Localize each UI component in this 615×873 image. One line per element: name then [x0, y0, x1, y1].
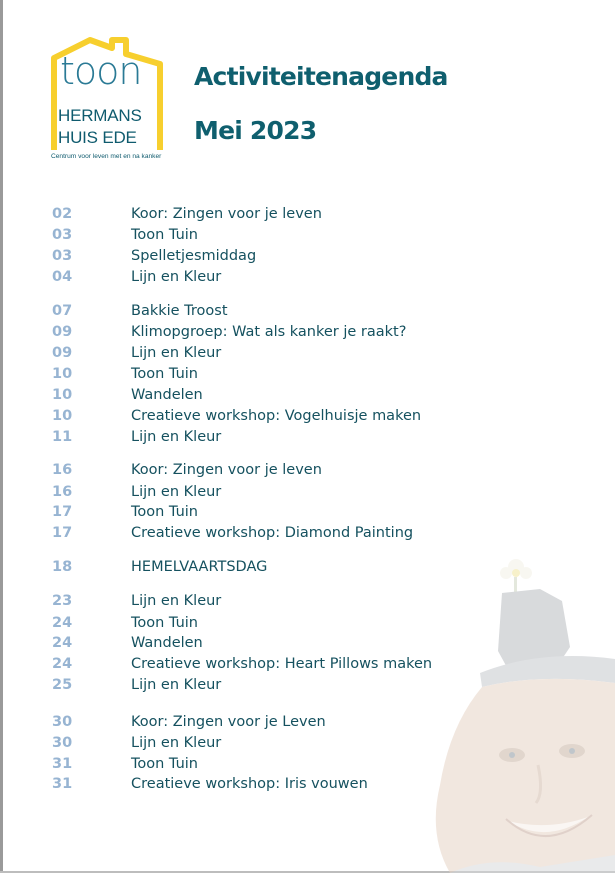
agenda-day: 16 [52, 484, 73, 500]
page-subtitle: Mei 2023 [194, 116, 317, 145]
agenda-activity: Creatieve workshop: Diamond Painting [131, 525, 414, 541]
agenda-activity: HEMELVAARTSDAG [131, 559, 268, 575]
agenda-row [0, 204, 615, 224]
agenda-day: 10 [52, 408, 73, 424]
agenda-day: 23 [52, 593, 73, 609]
agenda-day: 17 [52, 504, 73, 520]
agenda-day: 24 [52, 656, 73, 672]
page-title: Activiteitenagenda [194, 62, 448, 91]
agenda-activity: Creatieve workshop: Iris vouwen [131, 776, 368, 792]
agenda-row [0, 460, 615, 480]
agenda-row [0, 754, 615, 774]
agenda-row [0, 385, 615, 405]
agenda-day: 16 [52, 462, 73, 478]
agenda-day: 02 [52, 206, 73, 222]
agenda-day: 07 [52, 303, 73, 319]
agenda-activity: Spelletjesmiddag [131, 248, 257, 264]
agenda-day: 10 [52, 387, 73, 403]
agenda-activity: Lijn en Kleur [131, 593, 222, 609]
agenda-row [0, 654, 615, 674]
agenda-activity: Lijn en Kleur [131, 345, 222, 361]
agenda-row [0, 613, 615, 633]
agenda-activity: Toon Tuin [131, 366, 198, 382]
agenda-activity: Lijn en Kleur [131, 735, 222, 751]
agenda-day: 30 [52, 714, 73, 730]
agenda-day: 17 [52, 525, 73, 541]
agenda-day: 30 [52, 735, 73, 751]
agenda-row [0, 482, 615, 502]
agenda-day: 11 [52, 429, 73, 445]
agenda-row [0, 774, 615, 794]
agenda-activity: Klimopgroep: Wat als kanker je raakt? [131, 324, 407, 340]
agenda-row [0, 343, 615, 363]
agenda-activity: Koor: Zingen voor je leven [131, 462, 322, 478]
agenda-day: 24 [52, 635, 73, 651]
agenda-row [0, 502, 615, 522]
agenda-day: 18 [52, 559, 73, 575]
agenda-day: 31 [52, 776, 73, 792]
agenda-activity: Toon Tuin [131, 227, 198, 243]
agenda-row [0, 733, 615, 753]
agenda-row [0, 246, 615, 266]
agenda-row [0, 406, 615, 426]
agenda-activity: Creatieve workshop: Heart Pillows maken [131, 656, 433, 672]
agenda-day: 10 [52, 366, 73, 382]
agenda-row [0, 427, 615, 447]
agenda-row [0, 267, 615, 287]
agenda-day: 09 [52, 324, 73, 340]
agenda-activity: Wandelen [131, 387, 203, 403]
logo-tagline: Centrum voor leven met en na kanker [51, 153, 162, 160]
agenda-activity: Lijn en Kleur [131, 269, 222, 285]
agenda-row [0, 712, 615, 732]
agenda-activity: Toon Tuin [131, 504, 198, 520]
agenda-day: 25 [52, 677, 73, 693]
agenda-row [0, 364, 615, 384]
agenda-row [0, 591, 615, 611]
logo-line2: HUIS EDE [58, 128, 137, 147]
agenda-row [0, 633, 615, 653]
agenda-activity: Koor: Zingen voor je leven [131, 206, 322, 222]
agenda-row [0, 322, 615, 342]
agenda-activity: Lijn en Kleur [131, 429, 222, 445]
logo-line1: HERMANS [58, 106, 142, 125]
agenda-activity: Wandelen [131, 635, 203, 651]
agenda-activity: Lijn en Kleur [131, 484, 222, 500]
agenda-row [0, 523, 615, 543]
logo-word: toon [60, 49, 142, 93]
agenda-day: 09 [52, 345, 73, 361]
agenda-activity: Lijn en Kleur [131, 677, 222, 693]
agenda-activity: Creatieve workshop: Vogelhuisje maken [131, 408, 422, 424]
logo [48, 34, 173, 166]
agenda-day: 04 [52, 269, 73, 285]
agenda-row [0, 225, 615, 245]
agenda-day: 31 [52, 756, 73, 772]
agenda-row [0, 301, 615, 321]
agenda-activity: Bakkie Troost [131, 303, 228, 319]
agenda-day: 03 [52, 227, 73, 243]
agenda-day: 03 [52, 248, 73, 264]
agenda-activity: Toon Tuin [131, 756, 198, 772]
agenda-activity: Koor: Zingen voor je Leven [131, 714, 326, 730]
agenda-activity: Toon Tuin [131, 615, 198, 631]
agenda-day: 24 [52, 615, 73, 631]
agenda-row [0, 675, 615, 695]
agenda-row [0, 557, 615, 577]
